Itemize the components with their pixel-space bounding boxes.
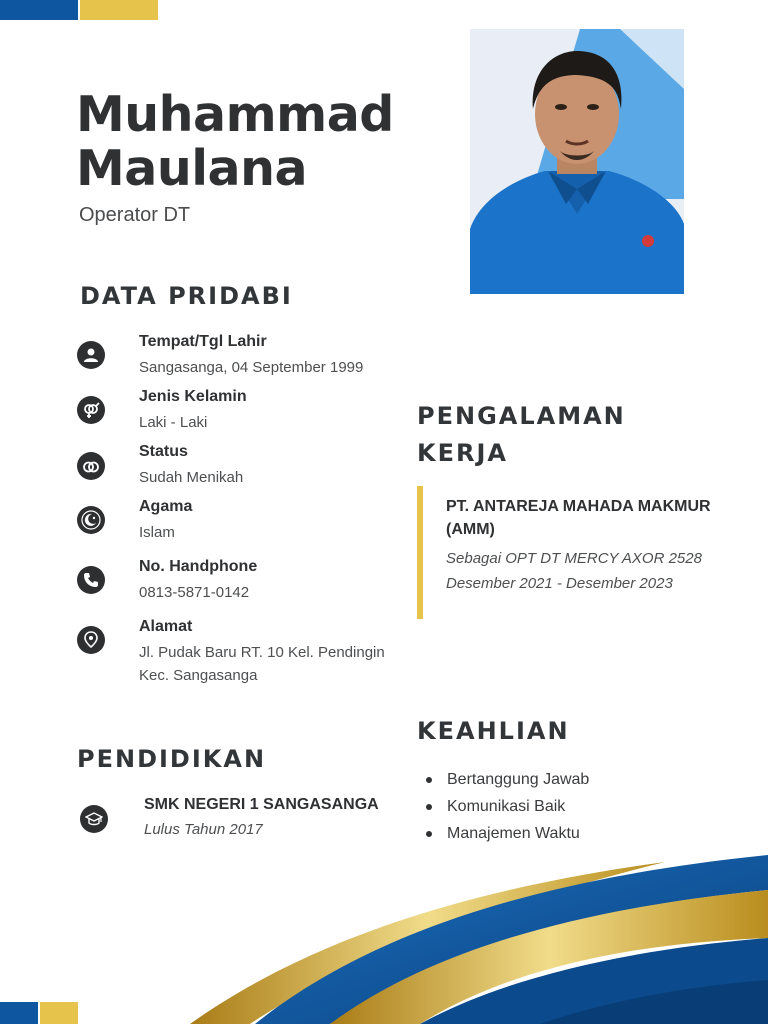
bottom-blue-bar bbox=[0, 1002, 38, 1024]
phone-label: No. Handphone bbox=[139, 558, 258, 575]
phone-icon bbox=[77, 566, 105, 594]
experience-position: Sebagai OPT DT MERCY AXOR 2528 bbox=[446, 550, 702, 567]
top-gold-bar bbox=[80, 0, 158, 20]
experience-accent-bar bbox=[417, 486, 423, 619]
address-value bbox=[139, 641, 399, 687]
gender-icon bbox=[77, 396, 105, 424]
education-year: Lulus Tahun 2017 bbox=[144, 821, 263, 838]
address-line-1: Jl. Pudak Baru RT. 10 Kel. Pendingin bbox=[139, 644, 385, 661]
profile-photo bbox=[470, 29, 684, 294]
birth-label: Tempat/Tgl Lahir bbox=[139, 333, 267, 350]
company-line-1: PT. ANTAREJA MAHADA MAKMUR bbox=[446, 498, 711, 515]
job-title: Operator DT bbox=[79, 204, 191, 226]
experience-title-line-1: PENGALAMAN bbox=[417, 402, 626, 430]
rings-icon bbox=[77, 452, 105, 480]
company-line-2: (AMM) bbox=[446, 521, 495, 538]
address-label: Alamat bbox=[139, 618, 193, 635]
skill-item: Bertanggung Jawab bbox=[426, 766, 589, 793]
personal-section-title: DATA PRIDABI bbox=[80, 282, 293, 310]
status-label: Status bbox=[139, 443, 188, 460]
skills-list bbox=[426, 766, 589, 847]
bottom-gold-bar bbox=[40, 1002, 78, 1024]
address-line-2: Kec. Sangasanga bbox=[139, 667, 258, 684]
decorative-waves bbox=[0, 840, 768, 1024]
name-heading bbox=[76, 88, 436, 196]
education-school: SMK NEGERI 1 SANGASANGA bbox=[144, 796, 379, 813]
education-section-title: PENDIDIKAN bbox=[77, 745, 267, 773]
religion-label: Agama bbox=[139, 498, 193, 515]
religion-value: Islam bbox=[139, 524, 175, 541]
phone-value: 0813-5871-0142 bbox=[139, 584, 250, 601]
skills-section-title: KEAHLIAN bbox=[417, 717, 570, 745]
graduation-cap-icon bbox=[80, 805, 108, 833]
experience-section-title bbox=[417, 398, 626, 472]
birth-value: Sangasanga, 04 September 1999 bbox=[139, 359, 364, 376]
status-value: Sudah Menikah bbox=[139, 469, 244, 486]
gender-value: Laki - Laki bbox=[139, 414, 208, 431]
experience-period: Desember 2021 - Desember 2023 bbox=[446, 575, 673, 592]
skill-item: Komunikasi Baik bbox=[426, 793, 589, 820]
person-icon bbox=[77, 341, 105, 369]
experience-company bbox=[446, 495, 746, 541]
top-blue-bar bbox=[0, 0, 78, 20]
name-last: Maulana bbox=[76, 140, 308, 197]
gender-label: Jenis Kelamin bbox=[139, 388, 247, 405]
skill-item: Manajemen Waktu bbox=[426, 820, 589, 847]
location-pin-icon bbox=[77, 626, 105, 654]
experience-title-line-2: KERJA bbox=[417, 439, 508, 467]
crescent-star-icon bbox=[77, 506, 105, 534]
name-first: Muhammad bbox=[76, 86, 394, 143]
